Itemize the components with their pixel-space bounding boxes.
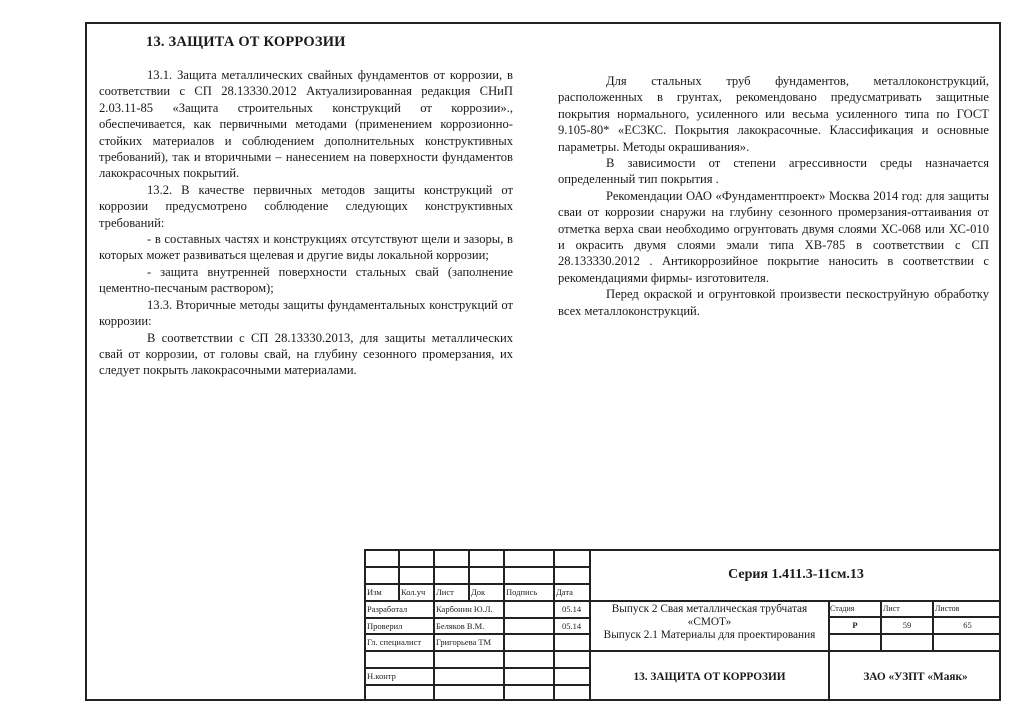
sheets-label: Листов [935,604,960,613]
description-line-3: Выпуск 2.1 Материалы для проектирования [603,629,816,641]
stamp-line [364,633,590,635]
stage-label: Стадия [830,604,855,613]
stamp-line [364,684,590,686]
stamp-line [553,549,555,701]
header-kol-uch: Кол.уч [401,587,426,597]
date-developed: 05.14 [562,604,582,614]
organization-name: ЗАО «УЗПТ «Маяк» [863,670,968,683]
left-text-column [99,67,513,379]
stage-value: Р [852,620,858,630]
stamp-section-title: 13. ЗАЩИТА ОТ КОРРОЗИИ [633,670,786,683]
bullet-inner-surface: - защита внутренней поверхности стальных свай (заполнение цементно-песчаным раствором); [99,264,513,296]
stamp-line [828,633,1001,635]
stamp-line [364,549,366,701]
description-line-1: Выпуск 2 Свая металлическая трубчатая [611,603,808,615]
paragraph-13-3: 13.3. Вторичные методы защиты фундаментальных конструкций от коррозии: [99,297,513,329]
date-checked: 05.14 [562,621,582,631]
sheets-value: 65 [963,620,972,630]
role-chief-specialist: Гл. специалист [367,637,422,647]
header-izm: Изм [367,587,382,597]
stamp-line [828,616,1001,618]
paragraph-sp-2013: В соответствии с СП 28.13330.2013, для защиты металлических свай от коррозии, от головы свай, на глубину сезонного промерзания, их следует покрыть лакокрасочными материалами. [99,330,513,378]
paragraph-13-2: 13.2. В качестве первичных методов защиты конструкций от коррозии предусмотрено соблюдение следующих конструктивных требований: [99,182,513,230]
paragraph-13-1: 13.1. Защита металлических свайных фундаментов от коррозии, в соответствии с СП 28.13330.2012 Актуализированная редакция СНиП 2.03.11-85 «Защита строительных конструкций от коррозии»., обеспечивается, как первичными методами (применением коррозионно-стойких материалов и соблюдением дополнительных конструктивных требований), так и вторичными – нанесением на поверхности фундаментов лакокрасочных покрытий. [99,68,513,181]
name-developed: Карбонин Ю.Л. [436,604,493,614]
paragraph-steel-pipes: Для стальных труб фундаментов, металлоконструкций, расположенных в грунтах, рекомендовано предусматривать защитные покрытия нормального, усиленного или весьма усиленного типа по ГОСТ 9.105-80* «ЕСЗКС. Покрытия лакокрасочные. Классификация и основные параметры. Методы окрашивания». [558,74,989,154]
bullet-gaps: - в составных частях и конструкциях отсутствуют щели и зазоры, в которых может развиваться щелевая и другие виды локальной коррозии; [99,232,513,263]
role-norm-control: Н.контр [367,671,396,681]
stamp-line [433,549,435,701]
name-chief-specialist: Григорьева ТМ [436,637,492,647]
paragraph-aggressiveness: В зависимости от степени агрессивности среды назначается определенный тип покрытия . [558,156,989,187]
header-dok: Док [471,587,486,597]
header-list: Лист [436,587,454,597]
stamp-line [364,617,590,619]
paragraph-recommendations: Рекомендации ОАО «Фундаментпроект» Москва 2014 год: для защиты сваи от коррозии снаружи на глубину сезонного промерзания-оттаивания от отметка верха сваи необходимо огрунтовать двумя слоями ХС-068 или ХС-010 и окрасить двумя слоями эмали типа ХВ-785 в соответствии с СП 28.133330.2012 . Антикоррозийное покрытие наносить в соответствии с рекомендациями фирмы- изготовителя. [558,188,989,285]
section-heading: 13. ЗАЩИТА ОТ КОРРОЗИИ [146,34,346,50]
stamp-line [364,667,590,669]
role-developed: Разработал [367,604,408,614]
role-checked: Проверил [367,621,403,631]
description-line-2: «СМОТ» [687,616,732,628]
right-text-column [558,73,989,319]
header-data: Дата [556,587,573,597]
title-block [364,549,1001,701]
sheet-label: Лист [883,604,900,613]
header-podpis: Подпись [506,587,538,597]
stamp-line [503,549,505,701]
project-description [591,601,828,651]
paragraph-sandblasting: Перед окраской и огрунтовкой произвести пескоструйную обработку всех металлоконструкций. [558,287,989,318]
series-title: Серия 1.411.3-11см.13 [728,566,864,582]
stamp-line [468,549,470,600]
name-checked: Беляков В.М. [436,621,485,631]
sheet-value: 59 [902,620,912,630]
stamp-line [398,549,400,600]
